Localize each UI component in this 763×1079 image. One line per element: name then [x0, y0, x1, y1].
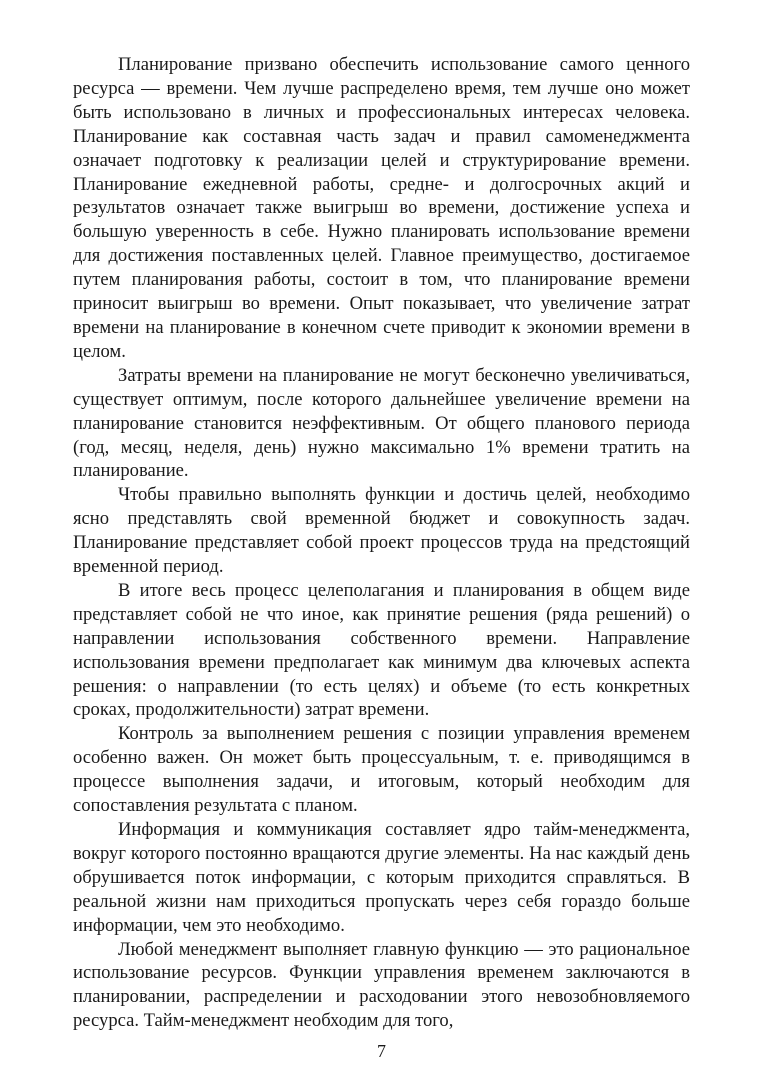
paragraph-control: Контроль за выполнением решения с позиции управления временем особенно важен. Он может быть процессуальным, т. е. приводящимся в процессе выполнения задачи, и итоговым, который необходим для сопоставления результата с планом.: [73, 723, 690, 817]
page-number: 7: [377, 1041, 386, 1061]
paragraph-planning-purpose: Планирование призвано обеспечить использование самого ценного ресурса — времени. Чем лучше распределено время, тем лучше оно может быть использовано в личных и профессиональных интересах человека. Планирование как составная часть задач и правил самоменеджмента означает подготовку к реализации целей и структурирование времени. Планирование ежедневной работы, средне- и долгосрочных акций и результатов означает также выигрыш во времени, достижение успеха и большую уверенность в себе. Нужно планировать использование времени для достижения поставленных целей. Главное преимущество, достигаемое путем планирования работы, состоит в том, что планирование времени приносит выигрыш во времени. Опыт показывает, что увеличение затрат времени на планирование в конечном счете приводит к экономии времени в целом.: [73, 54, 690, 362]
paragraph-decision-making: В итоге весь процесс целеполагания и планирования в общем виде представляет собой не что иное, как принятие решения (ряда решений) о направлении использования собственного времени. Направление использования времени предполагает как минимум два ключевых аспекта решения: о направлении (то есть целях) и объеме (то есть конкретных сроках, продолжительности) затрат времени.: [73, 579, 690, 721]
paragraph-management-function: Любой менеджмент выполняет главную функцию — это рациональное использование ресурсов. Функции управления временем заключаются в планировании, распределении и расходовании этого невозобновляемого ресурса. Тайм-менеджмент необходим для того,: [73, 938, 690, 1032]
paragraph-information: Информация и коммуникация составляет ядро тайм-менеджмента, вокруг которого постоянно вращаются другие элементы. На нас каждый день обрушивается поток информации, с которым приходится справляться. В реальной жизни нам приходиться пропускать через себя гораздо больше информации, чем это необходимо.: [73, 819, 690, 936]
page-body: [73, 53, 690, 1033]
paragraph-time-budget: Чтобы правильно выполнять функции и достичь целей, необходимо ясно представлять свой временной бюджет и совокупность задач. Планирование представляет собой проект процессов труда на предстоящий временной период.: [73, 484, 690, 578]
paragraph-planning-time-costs: Затраты времени на планирование не могут бесконечно увеличиваться, существует оптимум, после которого дальнейшее увеличение времени на планирование становится неэффективным. От общего планового периода (год, месяц, неделя, день) нужно максимально 1% времени тратить на планирование.: [73, 364, 690, 482]
